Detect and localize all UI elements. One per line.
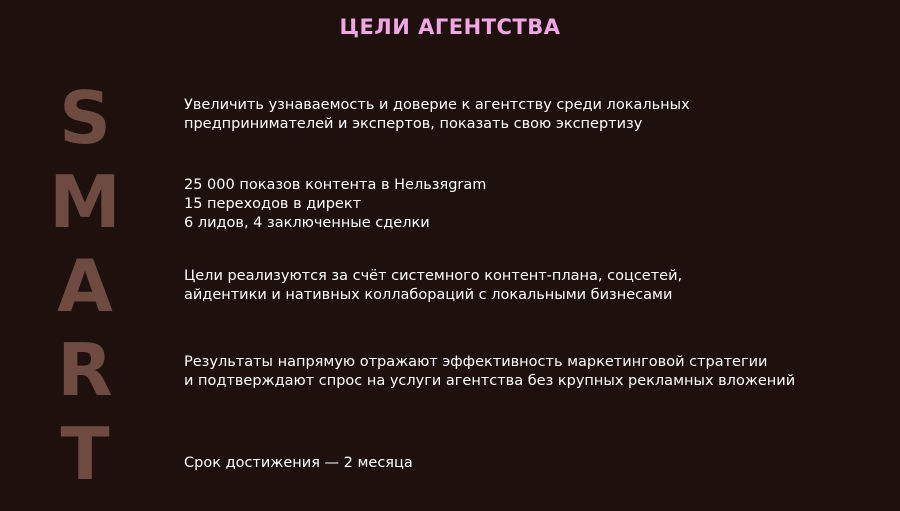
goal-achievable: [184, 267, 874, 305]
goal-achievable-line: Цели реализуются за счёт системного контент-плана, соцсетей,: [184, 268, 683, 284]
smart-letter-t: T: [60, 412, 110, 496]
smart-letter-m: M: [49, 160, 121, 244]
smart-letter-s: S: [59, 76, 111, 160]
goal-relevant-line: Результаты напрямую отражают эффективность маркетинговой стратегии: [184, 354, 768, 370]
goal-measurable-line: 15 переходов в директ: [184, 196, 362, 212]
goal-specific-line: предпринимателей и экспертов, показать свою экспертизу: [184, 116, 643, 132]
goal-measurable: [184, 176, 874, 233]
smart-letter-a: A: [57, 244, 113, 328]
goal-specific: [184, 96, 874, 134]
goal-time-bound-line: Срок достижения — 2 месяца: [184, 455, 413, 471]
goal-relevant-line: и подтверждают спрос на услуги агентства без крупных рекламных вложений: [184, 373, 796, 389]
goal-achievable-line: айдентики и нативных коллабораций с локальными бизнесами: [184, 287, 673, 303]
smart-letter-r: R: [57, 328, 113, 412]
goal-specific-line: Увеличить узнаваемость и доверие к агентству среди локальных: [184, 97, 690, 113]
goal-relevant: [184, 353, 874, 391]
slide-title: ЦЕЛИ АГЕНТСТВА: [339, 15, 561, 39]
goal-time-bound: [184, 454, 874, 473]
goal-measurable-line: 25 000 показов контента в Нельзяgram: [184, 177, 487, 193]
goal-measurable-line: 6 лидов, 4 заключенные сделки: [184, 215, 430, 231]
